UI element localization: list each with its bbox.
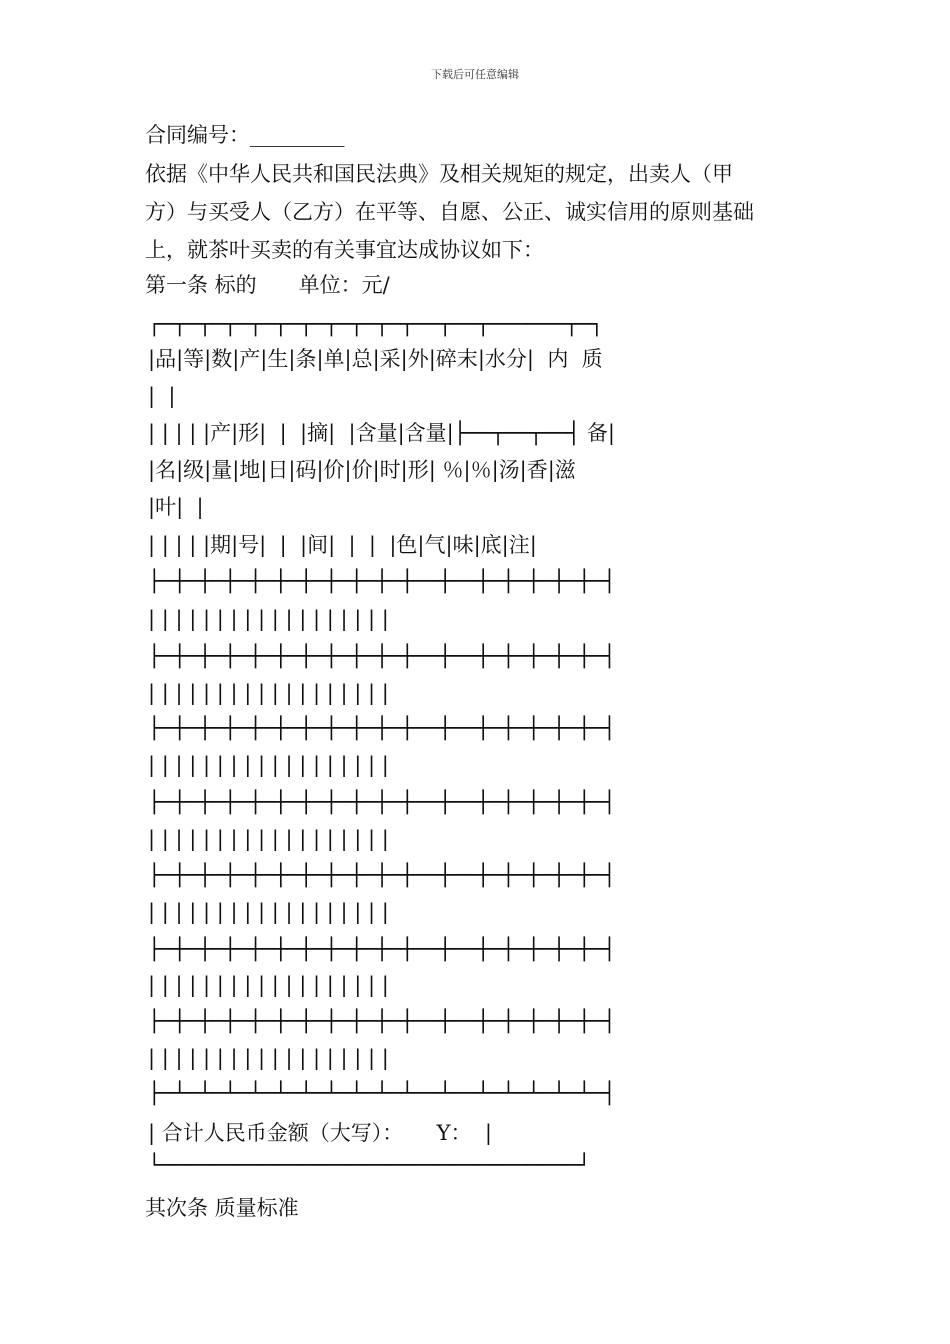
table-line-header-2: | | | | |产|形| | |摘| |含量|含量|├──┬──┬──┤ 备| — [148, 421, 615, 445]
table-row-separator: ├─┼─┼─┼─┼─┼─┼─┼─┼─┼─┼──┼──┼─┼─┼─┼─┼─┤ — [148, 644, 616, 668]
table-bottom-border: └─────────────────────────────────┘ — [148, 1153, 591, 1177]
table-row-separator: ├─┼─┼─┼─┼─┼─┼─┼─┼─┼─┼──┼──┼─┼─┼─┼─┼─┤ — [148, 1009, 616, 1033]
table-row: | | | | | | | | | | | | | | | | | | — [148, 973, 389, 997]
table-row: | | | | | | | | | | | | | | | | | | — [148, 900, 389, 924]
table-row: | | | | | | | | | | | | | | | | | | — [148, 753, 389, 777]
table-line-header-1: |品|等|数|产|生|条|单|总|采|外|碎末|水分| 内 质 — [148, 347, 603, 371]
contract-number-line: 合同编号：_________ — [145, 123, 345, 147]
page-header-note: 下载后可任意编辑 — [431, 68, 519, 81]
table-bottom-separator: ├─┴─┴─┴─┴─┴─┴─┴─┴─┴─┴──┴──┴─┴─┴─┴─┴─┤ — [148, 1081, 616, 1105]
intro-line-2: 方）与买受人（乙方）在平等、自愿、公正、诚实信用的原则基础 — [145, 200, 754, 224]
intro-line-3: 上，就茶叶买卖的有关事宜达成协议如下： — [145, 238, 544, 262]
table-line-header-4: | | | | |期|号| | |间| | | |色|气|味|底|注| — [148, 533, 537, 557]
table-row: | | | | | | | | | | | | | | | | | | — [148, 827, 389, 851]
table-row-separator: ├─┼─┼─┼─┼─┼─┼─┼─┼─┼─┼──┼──┼─┼─┼─┼─┼─┤ — [148, 790, 616, 814]
table-row-separator: ├─┼─┼─┼─┼─┼─┼─┼─┼─┼─┼──┼──┼─┼─┼─┼─┼─┤ — [148, 716, 616, 740]
article-1-heading: 第一条 标的 单位：元/ — [145, 273, 390, 297]
table-line-header-3: |名|级|量|地|日|码|价|价|时|形| ％|％|汤|香|滋 — [148, 458, 576, 482]
intro-line-1: 依据《中华人民共和国民法典》及相关规矩的规定，出卖人（甲 — [145, 162, 733, 186]
total-amount-line: | 合计人民币金额（大写）： Y： | — [148, 1121, 492, 1145]
table-row-separator: ├─┼─┼─┼─┼─┼─┼─┼─┼─┼─┼──┼──┼─┼─┼─┼─┼─┤ — [148, 569, 616, 593]
table-row: | | | | | | | | | | | | | | | | | | — [148, 681, 389, 705]
table-row-separator: ├─┼─┼─┼─┼─┼─┼─┼─┼─┼─┼──┼──┼─┼─┼─┼─┼─┤ — [148, 863, 616, 887]
table-line-header-1-wrap: | | — [148, 384, 176, 408]
table-line-header-3-wrap: |叶| | — [148, 495, 204, 519]
table-line-top-border: ┌─┬─┬─┬─┬─┬─┬─┬─┬─┬─┬──┬──┬──────┬─┐ — [148, 312, 604, 336]
table-row-separator: ├─┼─┼─┼─┼─┼─┼─┼─┼─┼─┼──┼──┼─┼─┼─┼─┼─┤ — [148, 937, 616, 961]
table-row: | | | | | | | | | | | | | | | | | | — [148, 607, 389, 631]
table-row: | | | | | | | | | | | | | | | | | | — [148, 1046, 389, 1070]
article-2-heading: 其次条 质量标准 — [145, 1196, 299, 1220]
